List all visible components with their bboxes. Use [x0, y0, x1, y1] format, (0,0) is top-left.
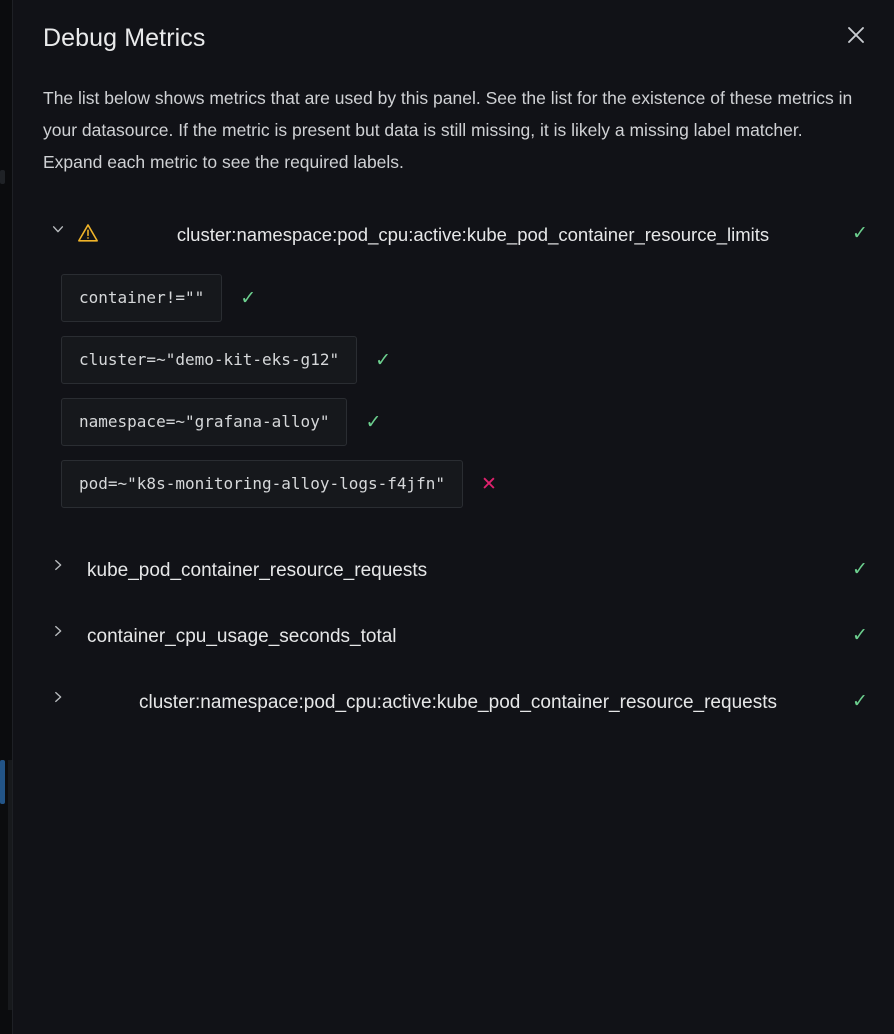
metric-name: cluster:namespace:pod_cpu:active:kube_pod_container_resource_limits: [176, 224, 770, 245]
metrics-list: [13, 210, 894, 736]
metric-item[interactable]: [43, 538, 877, 604]
debug-metrics-modal: [12, 0, 894, 1034]
chevron-right-icon[interactable]: [43, 620, 73, 638]
intro-text: The list below shows metrics that are used by this panel. See the list for the existence of these metrics in your datasource. If the metric is present but data is still missing, it is likely a missing label matcher. Expand each metric to see the required labels.: [43, 88, 853, 172]
status-badge: [843, 686, 877, 711]
metric-labels-list: [43, 274, 877, 508]
label-item[interactable]: [61, 274, 877, 322]
status-badge: [843, 218, 877, 243]
metric-item[interactable]: [43, 670, 877, 736]
close-icon[interactable]: [837, 16, 875, 54]
metric-name: cluster:namespace:pod_cpu:active:kube_pod_container_resource_requests: [139, 692, 777, 713]
check-icon: ✓: [852, 625, 868, 646]
metric-name: kube_pod_container_resource_requests: [87, 560, 428, 581]
left-gutter: [0, 0, 12, 1034]
chevron-down-icon[interactable]: [43, 218, 73, 236]
label-status-error: ✕: [481, 473, 497, 495]
check-icon: ✓: [852, 223, 868, 244]
label-status-ok: ✓: [240, 287, 257, 309]
gutter-marker-top: [0, 170, 5, 184]
page-title: Debug Metrics: [43, 24, 206, 52]
label-status-ok: ✓: [375, 349, 392, 371]
modal-header: [13, 0, 894, 60]
label-item[interactable]: [61, 336, 877, 384]
label-status-ok: ✓: [365, 411, 382, 433]
label-item[interactable]: [61, 398, 877, 446]
collapsed-metrics: [43, 538, 877, 736]
check-icon: ✓: [852, 559, 868, 580]
label-matcher: container!="": [61, 274, 222, 322]
label-matcher: cluster=~"demo-kit-eks-g12": [61, 336, 357, 384]
status-badge: [843, 620, 877, 645]
label-matcher: namespace=~"grafana-alloy": [61, 398, 347, 446]
metric-item-expanded[interactable]: [43, 210, 877, 260]
check-icon: ✓: [852, 691, 868, 712]
metric-name: container_cpu_usage_seconds_total: [87, 626, 397, 647]
label-item[interactable]: [61, 460, 877, 508]
metric-item[interactable]: [43, 604, 877, 670]
chevron-right-icon[interactable]: [43, 554, 73, 572]
label-matcher: pod=~"k8s-monitoring-alloy-logs-f4jfn": [61, 460, 463, 508]
status-badge: [843, 554, 877, 579]
warning-icon: [73, 218, 103, 244]
gutter-marker-accent: [0, 760, 5, 804]
chevron-right-icon[interactable]: [43, 686, 73, 704]
